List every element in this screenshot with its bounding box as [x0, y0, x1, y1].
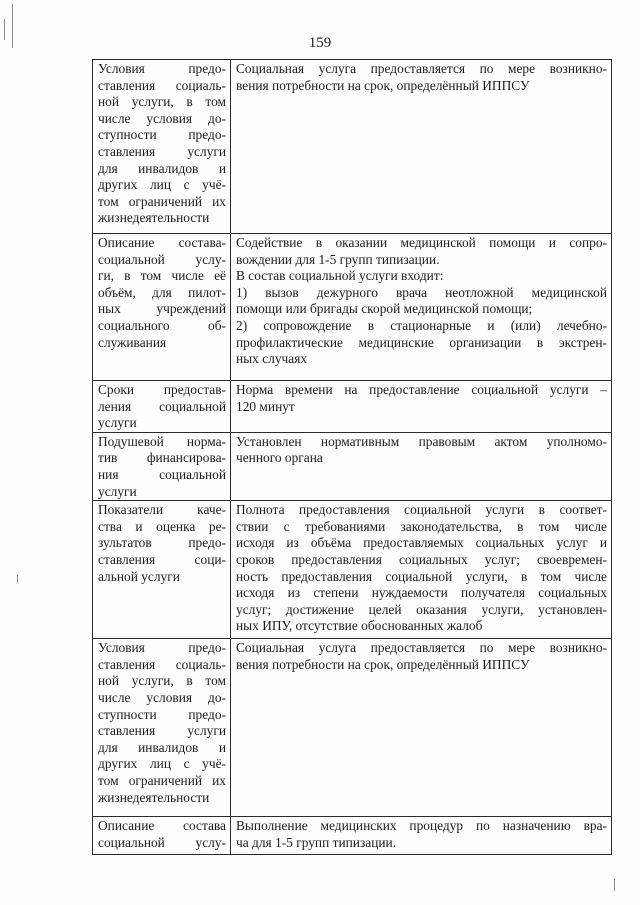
label-line: других лиц с учё-	[98, 756, 226, 772]
label-line: ступности предо-	[98, 127, 226, 143]
value-line: профилактические медицинские организации в экстрен-	[236, 334, 607, 350]
label-line: ных учреждений	[98, 301, 226, 317]
label-line: альной услуги	[98, 568, 180, 584]
row-value-cell	[231, 432, 612, 500]
value-line: Социальная услуга предоставляется по мере возникно-	[236, 640, 607, 656]
label-line: услуги	[98, 483, 137, 499]
row-label-cell	[93, 60, 231, 234]
page-number: 159	[308, 35, 332, 51]
label-line: Описание состава	[98, 818, 226, 834]
label-line: Подушевой норма-	[98, 433, 226, 449]
value-line: ствии с требованиями законодательства, в том числе	[236, 518, 607, 534]
label-line: служивания	[98, 334, 167, 350]
label-line: социального об-	[98, 317, 226, 333]
value-line: исходя из степени нуждаемости получателя социальных	[236, 585, 607, 601]
table-row	[93, 817, 612, 855]
row-value-cell	[231, 234, 612, 381]
value-line: 1) вызов дежурного врача неотложной медицинской	[236, 284, 607, 300]
label-line: Условия предо-	[98, 640, 226, 656]
value-line: услуг; достижение целей оказания услуги, установлен-	[236, 601, 607, 617]
label-line: ния социальной	[98, 466, 226, 482]
row-label-cell	[93, 817, 231, 855]
label-line: ставления услуги	[98, 723, 226, 739]
label-line: ления социальной	[98, 398, 226, 414]
value-line: ных ИПУ, отсутствие обоснованных жалоб	[236, 618, 483, 634]
value-line: помощи или бригады скорой медицинской помощи;	[236, 301, 533, 317]
row-value-cell	[231, 639, 612, 817]
value-line: Социальная услуга предоставляется по мере возникно-	[236, 61, 607, 76]
row-value-cell	[231, 60, 612, 234]
label-line: ства и оценка ре-	[98, 518, 226, 534]
label-line: социальной услу-	[98, 834, 226, 850]
row-value-cell	[231, 501, 612, 639]
value-line: В состав социальной услуги входит:	[236, 268, 444, 284]
table-row	[93, 639, 612, 817]
row-label-cell	[93, 501, 231, 639]
row-label-cell	[93, 639, 231, 817]
label-line: Сроки предостав-	[98, 382, 226, 397]
label-line: ступности предо-	[98, 706, 226, 722]
table-row	[93, 60, 612, 234]
label-line: числе условия до-	[98, 110, 226, 126]
label-line: других лиц с учё-	[98, 177, 226, 193]
value-line: сроков предоставления социальных услуг; своевремен-	[236, 551, 607, 567]
value-line: 2) сопровождение в стационарные и (или) лечебно-	[236, 317, 607, 333]
label-line: том ограничений их	[98, 772, 226, 788]
row-label-cell	[93, 234, 231, 381]
label-line: жизнедеятельности	[98, 210, 210, 226]
value-line: ных случаях	[236, 351, 308, 367]
scan-edge-mark	[614, 879, 615, 891]
label-line: зультатов предо-	[98, 535, 226, 551]
row-value-cell	[231, 381, 612, 433]
label-line: ги, в том числе её	[98, 268, 226, 284]
label-line: жизнедеятельности	[98, 789, 210, 805]
label-line: объём, для пилот-	[98, 284, 226, 300]
label-line: тив финансирова-	[98, 450, 226, 466]
label-line: для инвалидов и	[98, 160, 226, 176]
row-value-cell	[231, 817, 612, 855]
table-row	[93, 501, 612, 639]
value-line: вождении для 1-5 групп типизации.	[236, 251, 440, 267]
scan-edge-mark	[17, 575, 18, 583]
label-line: ной услуги, в том	[98, 94, 226, 110]
value-line: ча для 1-5 групп типизации.	[236, 834, 397, 850]
value-line: Установлен нормативным правовым актом уполномо-	[236, 433, 607, 449]
value-line: Полнота предоставления социальной услуги в соответ-	[236, 502, 607, 518]
table-row	[93, 381, 612, 433]
value-line: вения потребности на срок, определённый ИППСУ	[236, 656, 530, 672]
value-line: Выполнение медицинских процедур по назначению вра-	[236, 818, 607, 834]
value-line: Содействие в оказании медицинской помощи и сопро-	[236, 235, 607, 250]
label-line: ной услуги, в том	[98, 673, 226, 689]
label-line: социальной услу-	[98, 251, 226, 267]
label-line: услуги	[98, 415, 137, 431]
label-line: ставления социаль-	[98, 656, 226, 672]
label-line: том ограничений их	[98, 193, 226, 209]
label-line: ставления услуги	[98, 143, 226, 159]
value-line: ченного органа	[236, 450, 323, 466]
table-row	[93, 432, 612, 500]
label-line: Описание состава-	[98, 235, 226, 250]
value-line: Норма времени на предоставление социальной услуги –	[236, 382, 607, 397]
row-label-cell	[93, 432, 231, 500]
service-description-table	[92, 59, 612, 855]
label-line: Показатели каче-	[98, 502, 226, 518]
table-row	[93, 234, 612, 381]
value-line: вения потребности на срок, определённый ИППСУ	[236, 77, 530, 93]
label-line: числе условия до-	[98, 689, 226, 705]
row-label-cell	[93, 381, 231, 433]
value-line: исходя из объёма предоставляемых социальных услуг и	[236, 535, 607, 551]
label-line: ставления соци-	[98, 551, 226, 567]
value-line: ность предоставления социальной услуги, в том числе	[236, 568, 607, 584]
label-line: для инвалидов и	[98, 739, 226, 755]
label-line: ставления социаль-	[98, 77, 226, 93]
label-line: Условия предо-	[98, 61, 226, 76]
value-line: 120 минут	[236, 398, 295, 414]
